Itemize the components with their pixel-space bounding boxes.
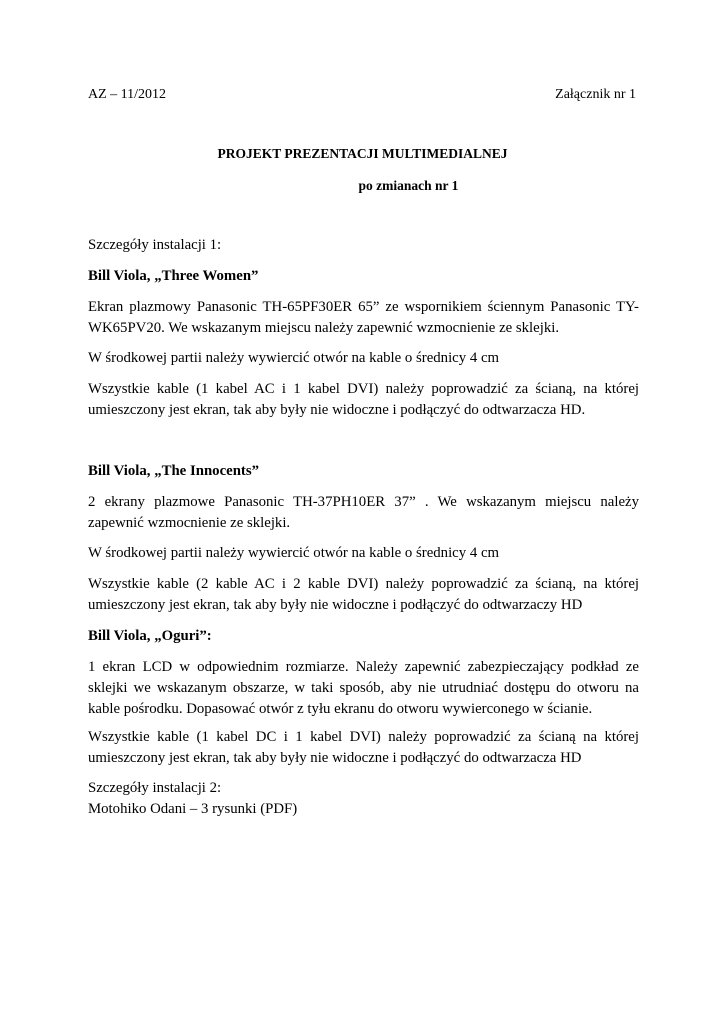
section-heading: Szczegóły instalacji 2: (88, 780, 222, 796)
work-2 (88, 461, 639, 482)
paragraph: Wszystkie kable (2 kable AC i 2 kable DVI) należy poprowadzić za ścianą, na której umieszczony jest ekran, tak aby były nie widoczne i podłączyć do odtwarzaczy HD (88, 576, 639, 613)
work-1-paragraph-2 (88, 348, 639, 369)
work-3-paragraph-1 (88, 657, 639, 720)
paragraph: Wszystkie kable (1 kabel DC i 1 kabel DVI) należy poprowadzić za ścianą na której umieszczony jest ekran, tak aby były nie widoczne i podłączyć do odtwarzacza HD (88, 729, 639, 766)
installation-2 (88, 778, 639, 820)
document-reference: AZ – 11/2012 (88, 87, 167, 102)
work-2-paragraph-3 (88, 574, 639, 616)
work-title: Bill Viola, „Oguri”: (88, 628, 212, 644)
work-1-paragraph-1 (88, 297, 639, 339)
paragraph: Wszystkie kable (1 kabel AC i 1 kabel DVI) należy poprowadzić za ścianą, na której umieszczony jest ekran, tak aby były nie widoczne i podłączyć do odtwarzacza HD. (88, 381, 639, 418)
attachment-label: Załącznik nr 1 (555, 87, 636, 102)
work-2-paragraph-1 (88, 492, 639, 534)
work-3 (88, 626, 639, 647)
work-1 (88, 266, 639, 287)
section-heading: Szczegóły instalacji 1: (88, 237, 222, 253)
paragraph: W środkowej partii należy wywiercić otwór na kable o średnicy 4 cm (88, 350, 500, 366)
paragraph: 1 ekran LCD w odpowiednim rozmiarze. Należy zapewnić zabezpieczający podkład ze sklejki we wskazanym obszarze, w taki sposób, aby nie utrudniać dostępu do otworu na kable pośrodku. Dopasować otwór z tyłu ekranu do otworu wywierconego w ścianie. (88, 659, 639, 717)
paragraph: W środkowej partii należy wywiercić otwór na kable o średnicy 4 cm (88, 545, 500, 561)
document-title: PROJEKT PREZENTACJI MULTIMEDIALNEJ (217, 146, 508, 161)
paragraph: Ekran plazmowy Panasonic TH-65PF30ER 65” ze wspornikiem ściennym Panasonic TY-WK65PV20. We wskazanym miejscu należy zapewnić wzmocnienie ze sklejki. (88, 299, 639, 336)
installation-2-item: Motohiko Odani – 3 rysunki (PDF) (88, 801, 298, 817)
work-title: Bill Viola, „Three Women” (88, 268, 259, 284)
work-title: Bill Viola, „The Innocents” (88, 463, 260, 479)
installation-1-heading (88, 235, 639, 256)
work-2-paragraph-2 (88, 543, 639, 564)
work-1-paragraph-3 (88, 379, 639, 421)
paragraph: 2 ekrany plazmowe Panasonic TH-37PH10ER 37” . We wskazanym miejscu należy zapewnić wzmocnienie ze sklejki. (88, 494, 639, 531)
work-3-paragraph-2 (88, 727, 639, 769)
document-subtitle: po zmianach nr 1 (358, 178, 459, 193)
